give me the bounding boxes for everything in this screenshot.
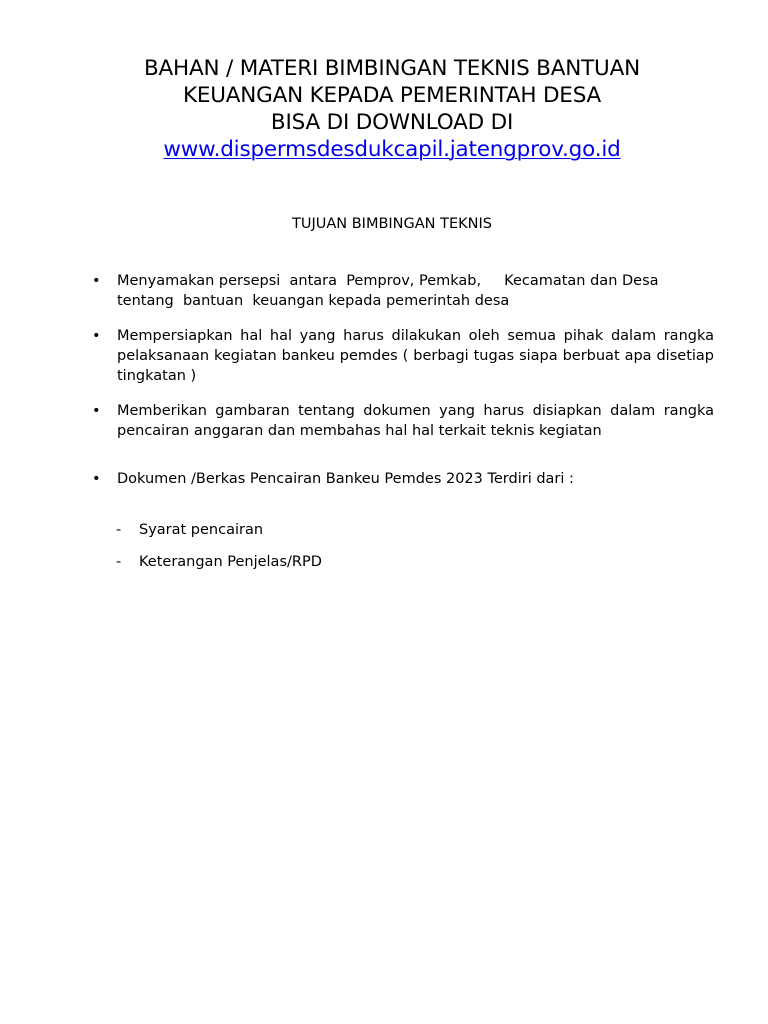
sub-list-item-label: Keterangan Penjelas/RPD xyxy=(139,554,322,570)
list-item-line: tentang bantuan keuangan kepada pemerintah desa xyxy=(117,293,510,309)
dash-marker: - xyxy=(116,554,122,570)
header-line-2: KEUANGAN KEPADA PEMERINTAH DESA xyxy=(182,83,602,108)
sub-list-item xyxy=(116,520,263,540)
list-item-text: Memberikan gambaran tentang dokumen yang harus disiapkan dalam rangka pencairan anggaran dan membahas hal hal terkait teknis kegiatan xyxy=(117,403,714,439)
dash-marker: - xyxy=(116,522,122,538)
section-title: TUJUAN BIMBINGAN TEKNIS xyxy=(291,216,492,232)
bullet-marker: • xyxy=(92,328,101,344)
header-line-3: BISA DI DOWNLOAD DI xyxy=(270,110,514,135)
list-item-text xyxy=(117,271,714,311)
list-item-text: Mempersiapkan hal hal yang harus dilakukan oleh semua pihak dalam rangka pelaksanaan kegiatan bankeu pemdes ( berbagi tugas siapa berbuat apa disetiap tingkatan ) xyxy=(117,328,714,384)
bullet-marker: • xyxy=(92,273,101,289)
document-header xyxy=(0,55,768,163)
list-item-text: Dokumen /Berkas Pencairan Bankeu Pemdes 2023 Terdiri dari : xyxy=(117,471,574,487)
download-link[interactable]: www.dispermsdesdukcapil.jatengprov.go.id xyxy=(163,137,621,162)
sub-list-item-label: Syarat pencairan xyxy=(139,522,264,538)
bullet-marker: • xyxy=(92,471,101,487)
header-line-1: BAHAN / MATERI BIMBINGAN TEKNIS BANTUAN xyxy=(144,56,640,81)
sub-list-item xyxy=(116,552,322,572)
list-item-line: Menyamakan persepsi antara Pemprov, Pemkab, Kecamatan dan Desa xyxy=(117,273,659,289)
bullet-marker: • xyxy=(92,403,101,419)
